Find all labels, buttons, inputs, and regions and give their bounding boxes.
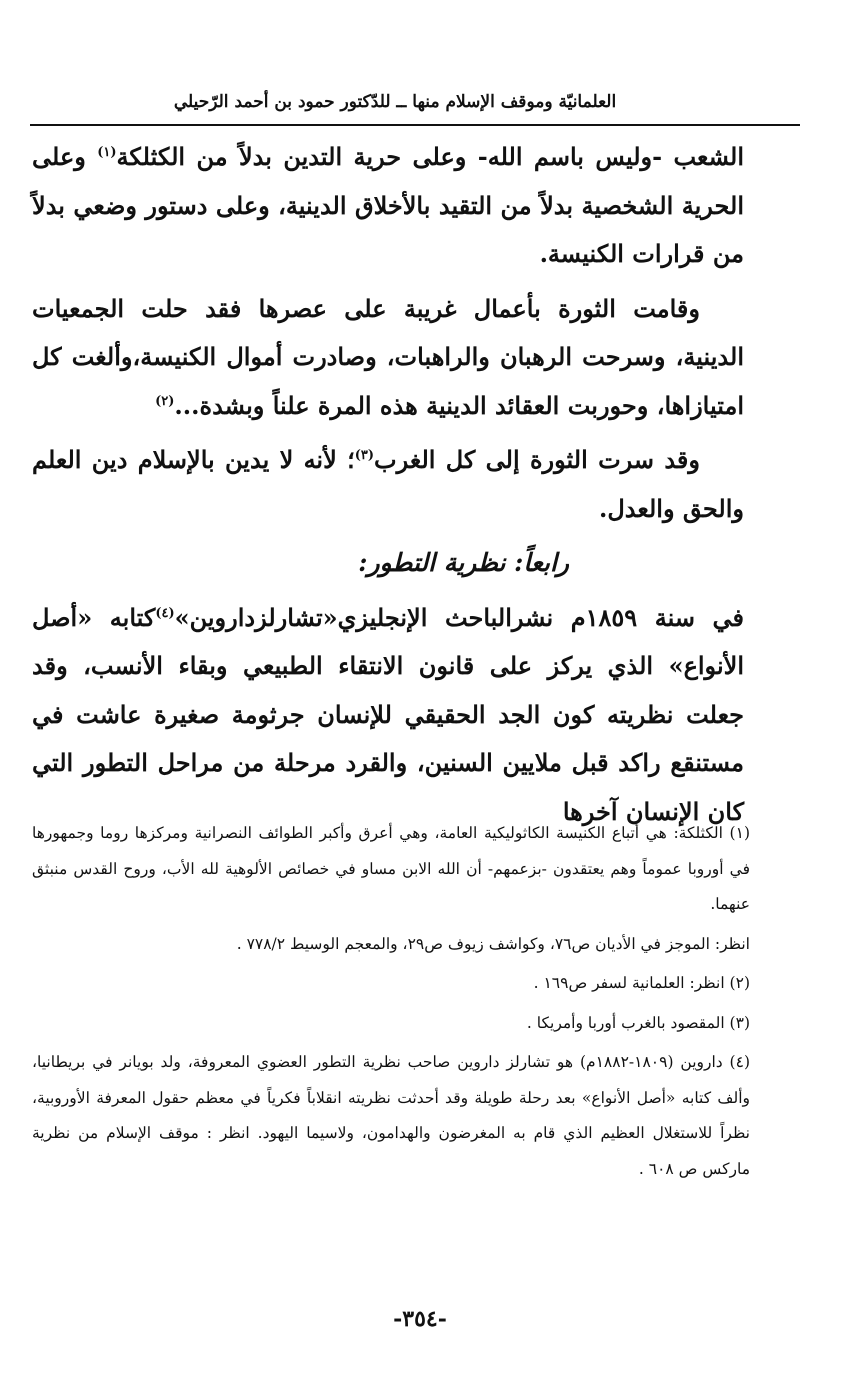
paragraph-1 <box>32 133 744 279</box>
footnote-2: (٢) انظر: العلمانية لسفر ص١٦٩ . <box>533 974 750 992</box>
paragraph-3 <box>32 436 744 533</box>
paragraph-1-text-a: الشعب -وليس باسم الله- وعلى حرية التدين بدلاً من الكثلكة <box>116 142 744 171</box>
footnote-1-sources: انظر: الموجز في الأديان ص٧٦، وكواشف زيوف ص٢٩، والمعجم الوسيط ٧٧٨/٢ . <box>236 934 750 953</box>
footnote-ref-2: (٢) <box>155 393 175 409</box>
footnote-4: (٤) داروين (١٨٠٩-١٨٨٢م) هو تشارلز داروين صاحب نظرية التطور العضوي المعروفة، ولد بويانر في بريطانيا، وألف كتابه «أصل الأنواع» بعد رحلة طويلة وقد أحدثت نظريته انقلاباً فكرياً في معظم حقول المعرفة الأوروبية، نظراً للاستغلال العظيم الذي قام به المغرضون والهدامون، ولاسيما اليهود. انظر : موقف الإسلام من نظرية ماركس ص ٦٠٨ . <box>32 1053 750 1178</box>
paragraph-1-text-b: وعلى الحرية الشخصية بدلاً من التقيد بالأخلاق الدينية، وعلى دستور وضعي بدلاً من قرارات الكنيسة. <box>32 142 744 268</box>
running-header: العلمانيّة وموقف الإسلام منها ــ للدّكتور حمود بن أحمد الرّحيلي <box>173 92 617 112</box>
header-divider <box>30 124 800 126</box>
footnote-ref-3: (٣) <box>354 448 375 463</box>
paragraph-4-text-a: في سنة ١٨٥٩م نشرالباحث الإنجليزي«تشارلزداروين» <box>174 602 744 632</box>
section-heading: رابعاً: نظرية التطور: <box>358 548 569 577</box>
paragraph-4-text-b: كتابه «أصل الأنواع» الذي يركز على قانون الانتقاء الطبيعي وبقاء الأنسب، وقد جعلت نظريته كون الجد الحقيقي للإنسان جرثومة صغيرة عاشت في مستنقع راكد قبل ملايين السنين، والقرد مرحلة من مراحل التطور التي كان الإنسان آخرها <box>32 602 744 826</box>
main-text <box>32 133 744 842</box>
paragraph-2 <box>32 285 744 431</box>
paragraph-2-text: وقامت الثورة بأعمال غريبة على عصرها فقد حلت الجمعيات الدينية، وسرحت الرهبان والراهبات، وصادرت أموال الكنيسة،وألغت كل امتيازاها، وحوربت العقائد الدينية هذه المرة علناً وبشدة... <box>32 293 744 420</box>
paragraph-3-text-b: ؛ لأنه لا يدين بالإسلام دين العلم والحق والعدل. <box>32 445 744 523</box>
footnote-ref-1: (١) <box>97 145 117 160</box>
paragraph-4 <box>32 594 744 837</box>
footnote-1: (١) الكثلكة: هي أتباع الكنيسة الكاثوليكية العامة، وهي أعرق وأكبر الطوائف النصرانية ومركزها روما وجمهورها في أوروبا عموماً وهم يعتقدون -بزعمهم- أن الله الابن مساو في خصائص الألوهية لله الأب، وروح القدس منبثق عنهما. <box>32 824 750 913</box>
page-number: -٣٥٤- <box>393 1306 447 1332</box>
footnotes-section <box>32 816 750 1191</box>
footnote-ref-4: (٤) <box>155 605 175 621</box>
paragraph-3-text-a: وقد سرت الثورة إلى كل الغرب <box>374 445 700 474</box>
footnote-3: (٣) المقصود بالغرب أوربا وأمريكا . <box>526 1013 750 1032</box>
